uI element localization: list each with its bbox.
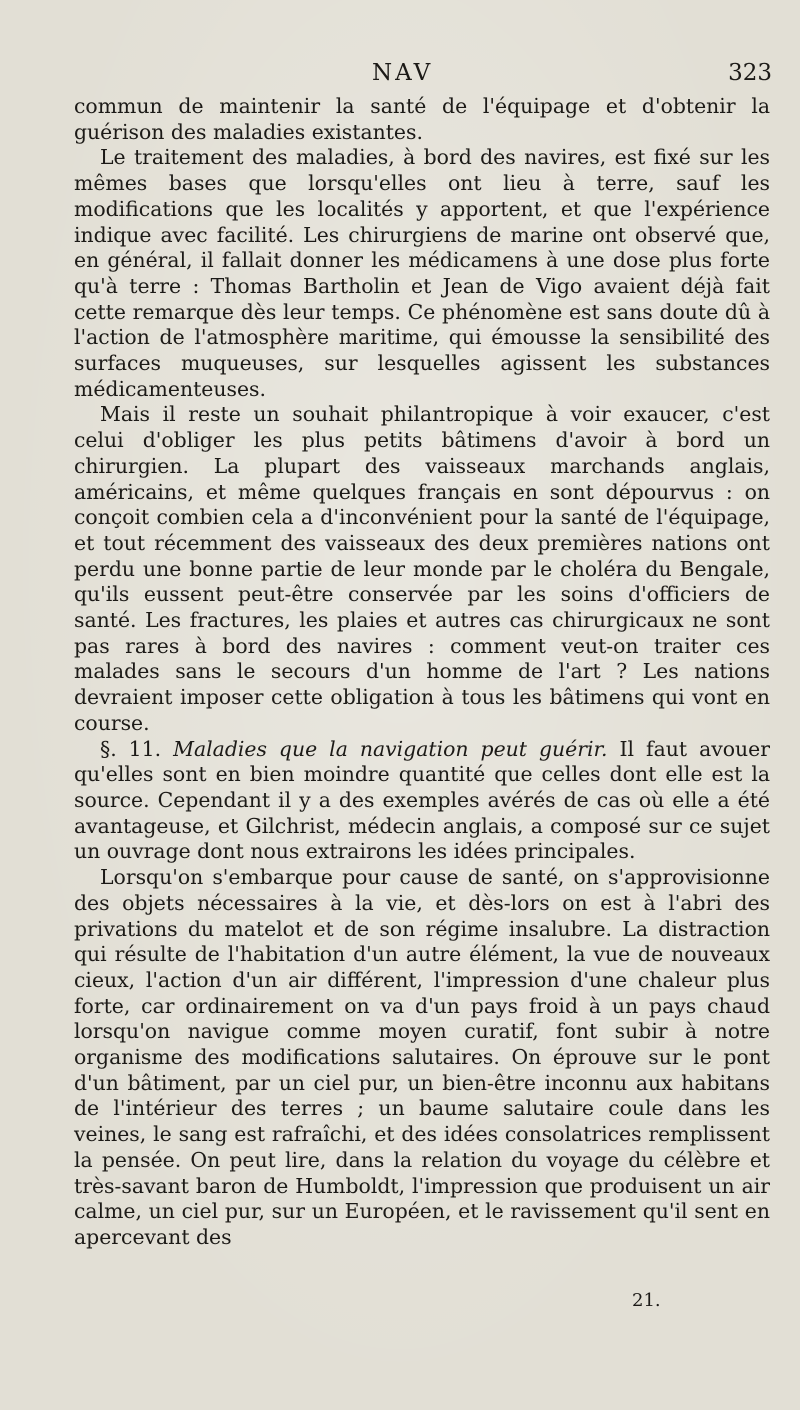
paragraph-text: commun de maintenir la santé de l'équipage et d'obtenir la guérison des maladies existantes. [74,94,770,144]
paragraph-text: Le traitement des maladies, à bord des navires, est fixé sur les mêmes bases que lorsqu'elles ont lieu à terre, sauf les modifications que les localités y apportent, et que l'expérience indique avec facilité. Les chirurgiens de marine ont observé que, en général, il fallait donner les médicamens à une dose plus forte qu'à terre : Thomas Bartholin et Jean de Vigo avaient déjà fait cette remarque dès leur temps. Ce phénomène est sans doute dû à l'action de l'atmosphère maritime, qui émousse la sensibilité des surfaces muqueuses, sur lesquelles agissent les substances médicamenteuses. [74,145,770,401]
paragraph-treatment [74,145,770,402]
paragraph-text: Mais il reste un souhait philantropique à voir exaucer, c'est celui d'obliger les plus petits bâtimens d'avoir à bord un chirurgien. La plupart des vaisseaux marchands anglais, américains, et même quelques français en sont dépourvus : on conçoit combien cela a d'inconvénient pour la santé de l'équipage, et tout récemment des vaisseaux des deux premières nations ont perdu une bonne partie de leur monde par le choléra du Bengale, qu'ils eussent peut-être conservée par les soins d'officiers de santé. Les fractures, les plaies et autres cas chirurgicaux ne sont pas rares à bord des navires : comment veut-on traiter ces malades sans le secours d'un homme de l'art ? Les nations devraient imposer cette obligation à tous les bâtimens qui vont en course. [74,402,770,735]
section-title: Maladies que la navigation peut guérir. [173,736,608,761]
paragraph-text: Lorsqu'on s'embarque pour cause de santé, on s'approvisionne des objets nécessaires à la vie, et dès-lors on est à l'abri des privations du matelot et de son régime insalubre. La distraction qui résulte de l'habitation d'un autre élément, la vue de nouveaux cieux, l'action d'un air différent, l'impression d'une chaleur plus forte, car ordinairement on va d'un pays froid à un pays chaud lorsqu'on navigue comme moyen curatif, font subir à notre organisme des modifications salutaires. On éprouve sur le pont d'un bâtiment, par un ciel pur, un bien-être inconnu aux habitans de l'intérieur des terres ; un baume salutaire coule dans les veines, le sang est rafraîchi, et des idées consolatrices remplissent la pensée. On peut lire, dans la relation du voyage du célèbre et très-savant baron de Humboldt, l'impression que produisent un air calme, un ciel pur, sur un Européen, et le ravissement qu'il sent en apercevant des [74,865,770,1249]
paragraph-text: Il faut avouer qu'elles sont en bien moindre quantité que celles dont elle est la source. Cependant il y a des exemples avérés de cas où elle a été avantageuse, et Gilchrist, médecin anglais, a composé sur ce sujet un ouvrage dont nous extrairons les idées principales. [74,736,770,864]
paragraph-continuation [74,94,770,145]
body-text [74,94,770,1251]
section-number: §. 11. [100,736,162,761]
page-number: 323 [728,60,772,86]
signature-mark: 21. [632,1290,661,1311]
paragraph-embarking [74,865,770,1251]
paragraph-section-11 [74,737,770,866]
running-head: NAV [372,60,434,86]
page-header [0,60,800,92]
paragraph-surgeon-wish [74,402,770,736]
